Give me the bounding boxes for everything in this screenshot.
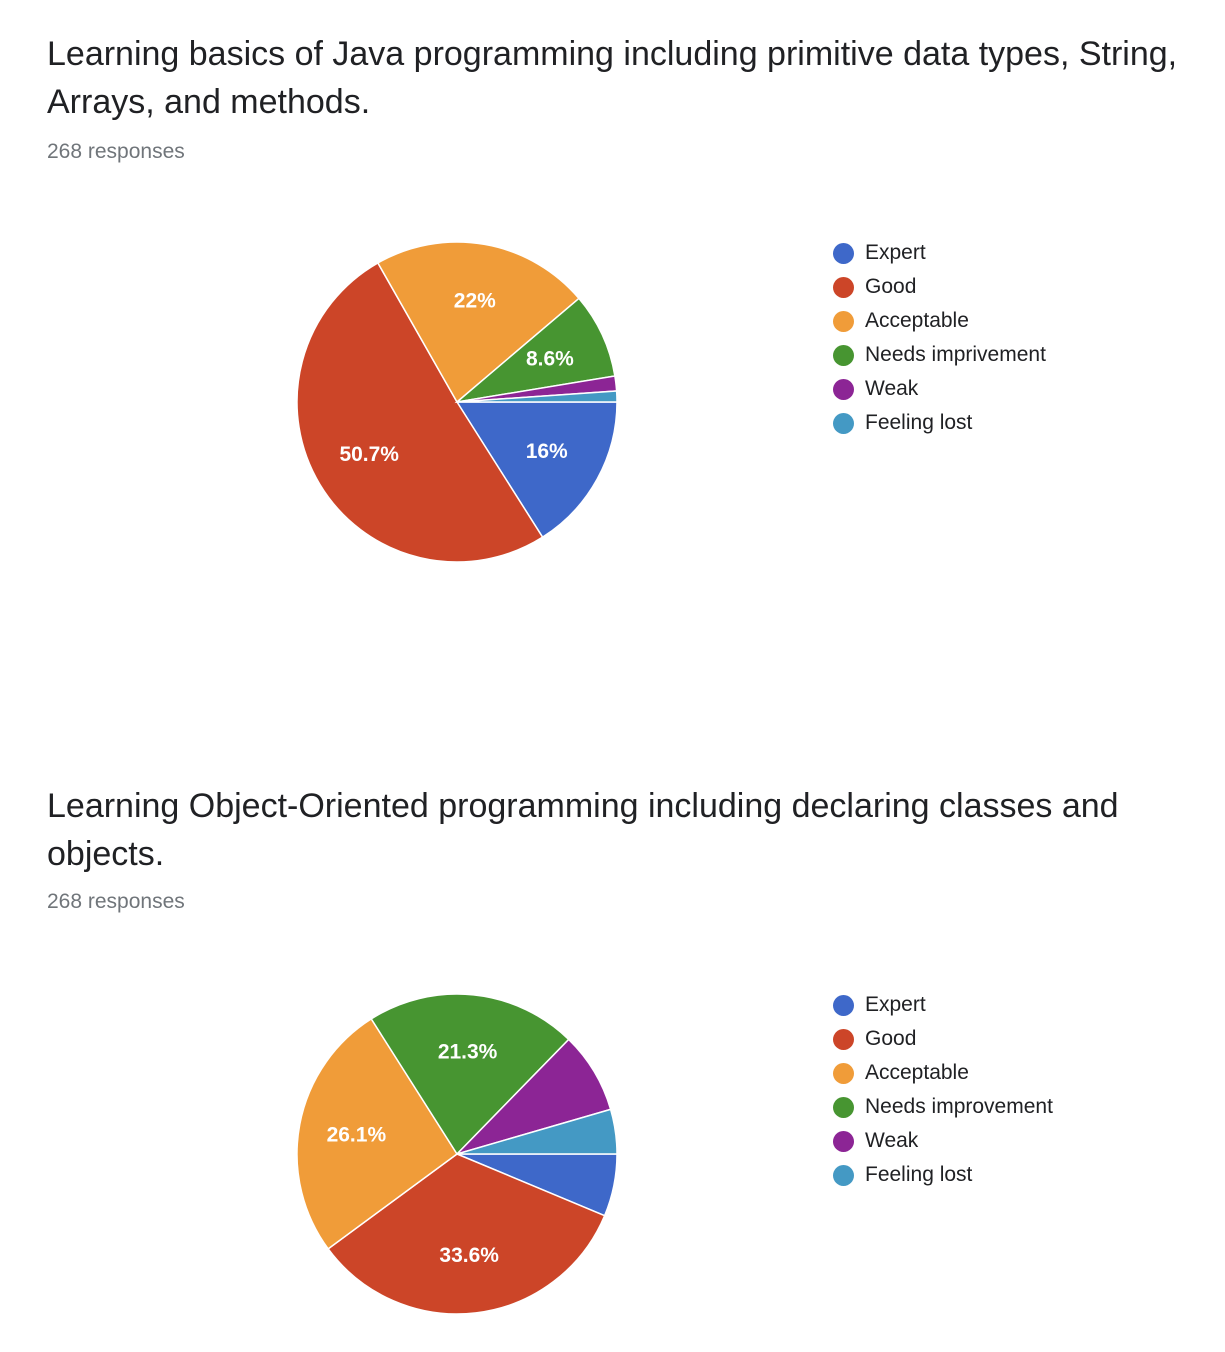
slice-label-expert: 16% — [525, 439, 568, 463]
legend-item-weak[interactable] — [833, 1124, 1053, 1158]
chart-legend — [833, 236, 1046, 440]
legend-swatch-icon — [833, 243, 854, 264]
legend-label: Weak — [865, 377, 919, 400]
slice-label-good: 50.7% — [339, 443, 399, 467]
legend-label: Weak — [865, 1129, 919, 1152]
legend-item-expert[interactable] — [833, 236, 1046, 270]
legend-swatch-icon — [833, 1097, 854, 1118]
legend-item-good[interactable] — [833, 270, 1046, 304]
legend-swatch-icon — [833, 995, 854, 1016]
pie-chart[interactable] — [270, 220, 650, 600]
legend-swatch-icon — [833, 1063, 854, 1084]
legend-swatch-icon — [833, 311, 854, 332]
legend-item-needs-imprivement[interactable] — [833, 338, 1046, 372]
legend-label: Good — [865, 1027, 917, 1050]
legend-item-acceptable[interactable] — [833, 1056, 1053, 1090]
legend-item-expert[interactable] — [833, 988, 1053, 1022]
legend-label: Feeling lost — [865, 411, 973, 434]
legend-label: Acceptable — [865, 1061, 969, 1084]
legend-item-weak[interactable] — [833, 372, 1046, 406]
legend-swatch-icon — [833, 277, 854, 298]
response-count: 268 responses — [47, 140, 185, 163]
legend-label: Acceptable — [865, 309, 969, 332]
chart-legend — [833, 988, 1053, 1192]
chart-card-oop — [0, 752, 1225, 1350]
legend-item-good[interactable] — [833, 1022, 1053, 1056]
legend-swatch-icon — [833, 345, 854, 366]
legend-swatch-icon — [833, 1131, 854, 1152]
legend-swatch-icon — [833, 1165, 854, 1186]
legend-item-feeling-lost[interactable] — [833, 1158, 1053, 1192]
legend-swatch-icon — [833, 1029, 854, 1050]
legend-swatch-icon — [833, 413, 854, 434]
legend-item-needs-improvement[interactable] — [833, 1090, 1053, 1124]
chart-title: Learning Object-Oriented programming including declaring classes and objects. — [47, 787, 1119, 873]
legend-label: Needs improvement — [865, 1095, 1053, 1118]
pie-chart[interactable] — [270, 972, 650, 1352]
legend-item-acceptable[interactable] — [833, 304, 1046, 338]
slice-label-acceptable: 22% — [453, 289, 496, 313]
legend-label: Good — [865, 275, 917, 298]
slice-label-acceptable: 26.1% — [326, 1123, 387, 1147]
legend-label: Expert — [865, 993, 926, 1016]
chart-title: Learning basics of Java programming including primitive data types, String, Arrays, and methods. — [47, 35, 1178, 121]
slice-label-good: 33.6% — [439, 1244, 499, 1268]
slice-label-needs-imprivement: 8.6% — [525, 347, 574, 371]
slice-label-needs-improvement: 21.3% — [437, 1040, 498, 1064]
legend-item-feeling-lost[interactable] — [833, 406, 1046, 440]
legend-label: Feeling lost — [865, 1163, 973, 1186]
response-count: 268 responses — [47, 890, 185, 913]
legend-swatch-icon — [833, 379, 854, 400]
legend-label: Needs imprivement — [865, 343, 1046, 366]
legend-label: Expert — [865, 241, 926, 264]
